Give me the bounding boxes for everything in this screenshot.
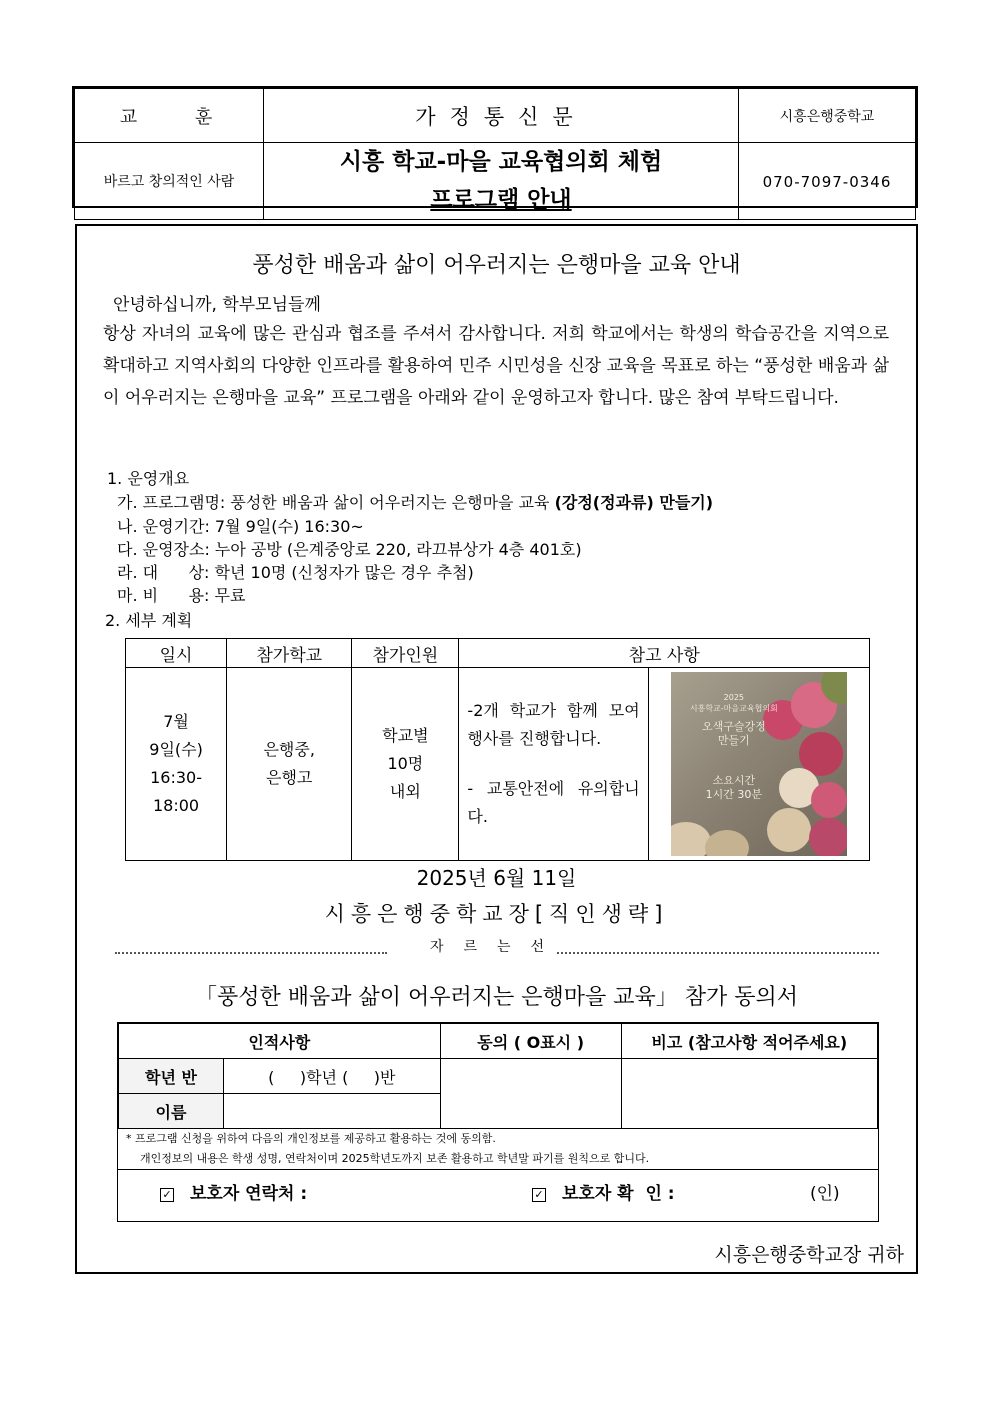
item-target: 라. 대 상: 학년 10명 (신청자가 많은 경우 추첨) — [117, 563, 474, 582]
grade-field[interactable]: ( )학년 ( )반 — [224, 1059, 441, 1094]
count-line: 10명 — [387, 754, 424, 773]
headline-line1: 시흥 학교-마을 교육협의회 체험 — [339, 149, 663, 175]
col-header-date: 일시 — [126, 639, 227, 668]
cell-date — [126, 668, 227, 861]
item-program-label: 가. 프로그램명: 풍성한 배움과 삶이 어우러지는 은행마을 교육 — [117, 493, 555, 512]
item-program-bold: (강정(정과류) 만들기) — [554, 493, 714, 512]
name-label: 이름 — [119, 1094, 224, 1129]
seal-mark: (인) — [810, 1184, 840, 1204]
motto-label: 교 훈 — [119, 106, 239, 128]
principal-signature: 시흥은행중학교장[직인생략] — [324, 902, 669, 926]
issue-date: 2025년 6월 11일 — [416, 866, 577, 890]
form-header-agree: 동의 ( O표시 ) — [440, 1024, 621, 1059]
phone-number: 070-7097-0346 — [762, 172, 892, 191]
cell-count — [352, 668, 459, 861]
plan-table — [125, 638, 870, 861]
name-field[interactable] — [224, 1094, 441, 1129]
guardian-confirm-label: 보호자 확 인 : — [562, 1184, 675, 1204]
note-join: -2개 학교가 함께 모여 행사를 진행합니다. — [467, 701, 640, 748]
privacy-note-1: * 프로그램 신청을 위하여 다음의 개인정보를 제공하고 활용하는 것에 동의함. — [126, 1132, 496, 1145]
letter-body — [75, 224, 918, 1274]
cut-line — [115, 934, 879, 958]
motto-cell — [75, 143, 264, 220]
headline-cell — [264, 143, 739, 220]
school-cell — [739, 89, 916, 143]
headline — [264, 143, 738, 219]
poster-duration: 1시간 30분 — [705, 788, 763, 801]
item-program-name — [117, 490, 713, 513]
item-location: 다. 운영장소: 누아 공방 (은계중앙로 220, 라끄뷰상가 4층 401호) — [117, 540, 582, 559]
item-period: 나. 운영기간: 7월 9일(수) 16:30~ — [117, 517, 364, 536]
date-line: 16:30- — [150, 768, 202, 787]
section-overview: 1. 운영개요 — [107, 469, 190, 488]
motto-label-cell — [75, 89, 264, 143]
greeting: 안녕하십니까, 학부모님들께 — [113, 295, 321, 315]
school-motto: 바르고 창의적인 사람 — [103, 174, 235, 190]
date-line: 9일(수) — [149, 740, 203, 759]
privacy-notes — [126, 1129, 649, 1169]
consent-form — [117, 1022, 879, 1222]
cut-dots-right — [557, 952, 879, 954]
date-line: 18:00 — [153, 796, 200, 815]
col-header-school: 참가학교 — [227, 639, 352, 668]
letter-header — [72, 86, 918, 213]
privacy-note-2: 개인정보의 내용은 학생 성명, 연락처이며 2025학년도까지 보존 활용하고 학년말 파기를 원칙으로 합니다. — [140, 1152, 650, 1165]
poster-subtitle: 만들기 — [717, 734, 750, 747]
checkbox-icon: ✓ — [160, 1188, 174, 1202]
school-line: 은행고 — [266, 768, 313, 787]
phone-cell — [739, 143, 916, 220]
cell-schools — [227, 668, 352, 861]
col-header-count: 참가인원 — [352, 639, 459, 668]
consent-title: 「풍성한 배움과 삶이 어우러지는 은행마을 교육」 참가 동의서 — [194, 985, 798, 1010]
program-poster-image — [671, 672, 847, 856]
guardian-contact-label: 보호자 연락처 : — [190, 1184, 308, 1204]
agree-field[interactable] — [440, 1059, 621, 1129]
intro-paragraph: 항상 자녀의 교육에 많은 관심과 협조를 주셔서 감사합니다. 저희 학교에서는 학생의 학습공간을 지역으로 확대하고 지역사회의 다양한 인프라를 활용하여 민주 시민성을 신장 교육을 목표로 하는 “풍성한 배움과 삶이 어우러지는 은행마을 교육” 프로그램을 아래와 같이 운영하고자 합니다. 많은 참여 부탁드립니다. — [103, 324, 889, 408]
doc-type-cell — [264, 89, 739, 143]
poster-org: 시흥학교-마을교육협의회 — [689, 704, 778, 713]
checkbox-icon: ✓ — [532, 1188, 546, 1202]
count-line: 내외 — [389, 782, 421, 801]
school-name: 시흥은행중학교 — [779, 108, 875, 125]
cell-notes — [459, 668, 648, 861]
section-detail: 2. 세부 계획 — [105, 611, 193, 630]
poster-text — [679, 692, 789, 802]
poster-title: 오색구슬강정 — [701, 720, 766, 733]
grade-label: 학년 반 — [119, 1059, 224, 1094]
cell-poster — [648, 668, 869, 861]
guardian-contact[interactable] — [160, 1179, 307, 1204]
guardian-confirm[interactable] — [532, 1179, 675, 1204]
col-header-notes: 참고 사항 — [459, 639, 870, 668]
poster-duration-label: 소요시간 — [712, 774, 756, 787]
date-line: 7월 — [163, 712, 189, 731]
body-title: 풍성한 배움과 삶이 어우러지는 은행마을 교육 안내 — [252, 253, 741, 278]
cut-label: 자르는선 — [429, 939, 565, 955]
headline-line2: 프로그램 안내 — [430, 187, 572, 213]
doc-type: 가정통신문 — [415, 104, 587, 129]
form-header-remark: 비고 (참고사항 적어주세요) — [621, 1024, 877, 1059]
form-header-info: 인적사항 — [119, 1024, 441, 1059]
remark-field[interactable] — [621, 1059, 877, 1129]
count-line: 학교별 — [382, 726, 429, 745]
addressee: 시흥은행중학교장 귀하 — [714, 1244, 904, 1266]
school-line: 은행중, — [263, 740, 315, 759]
poster-year: 2025 — [723, 693, 744, 702]
item-cost: 마. 비 용: 무료 — [117, 586, 246, 605]
note-safety: - 교통안전에 유의합니다. — [467, 779, 640, 826]
